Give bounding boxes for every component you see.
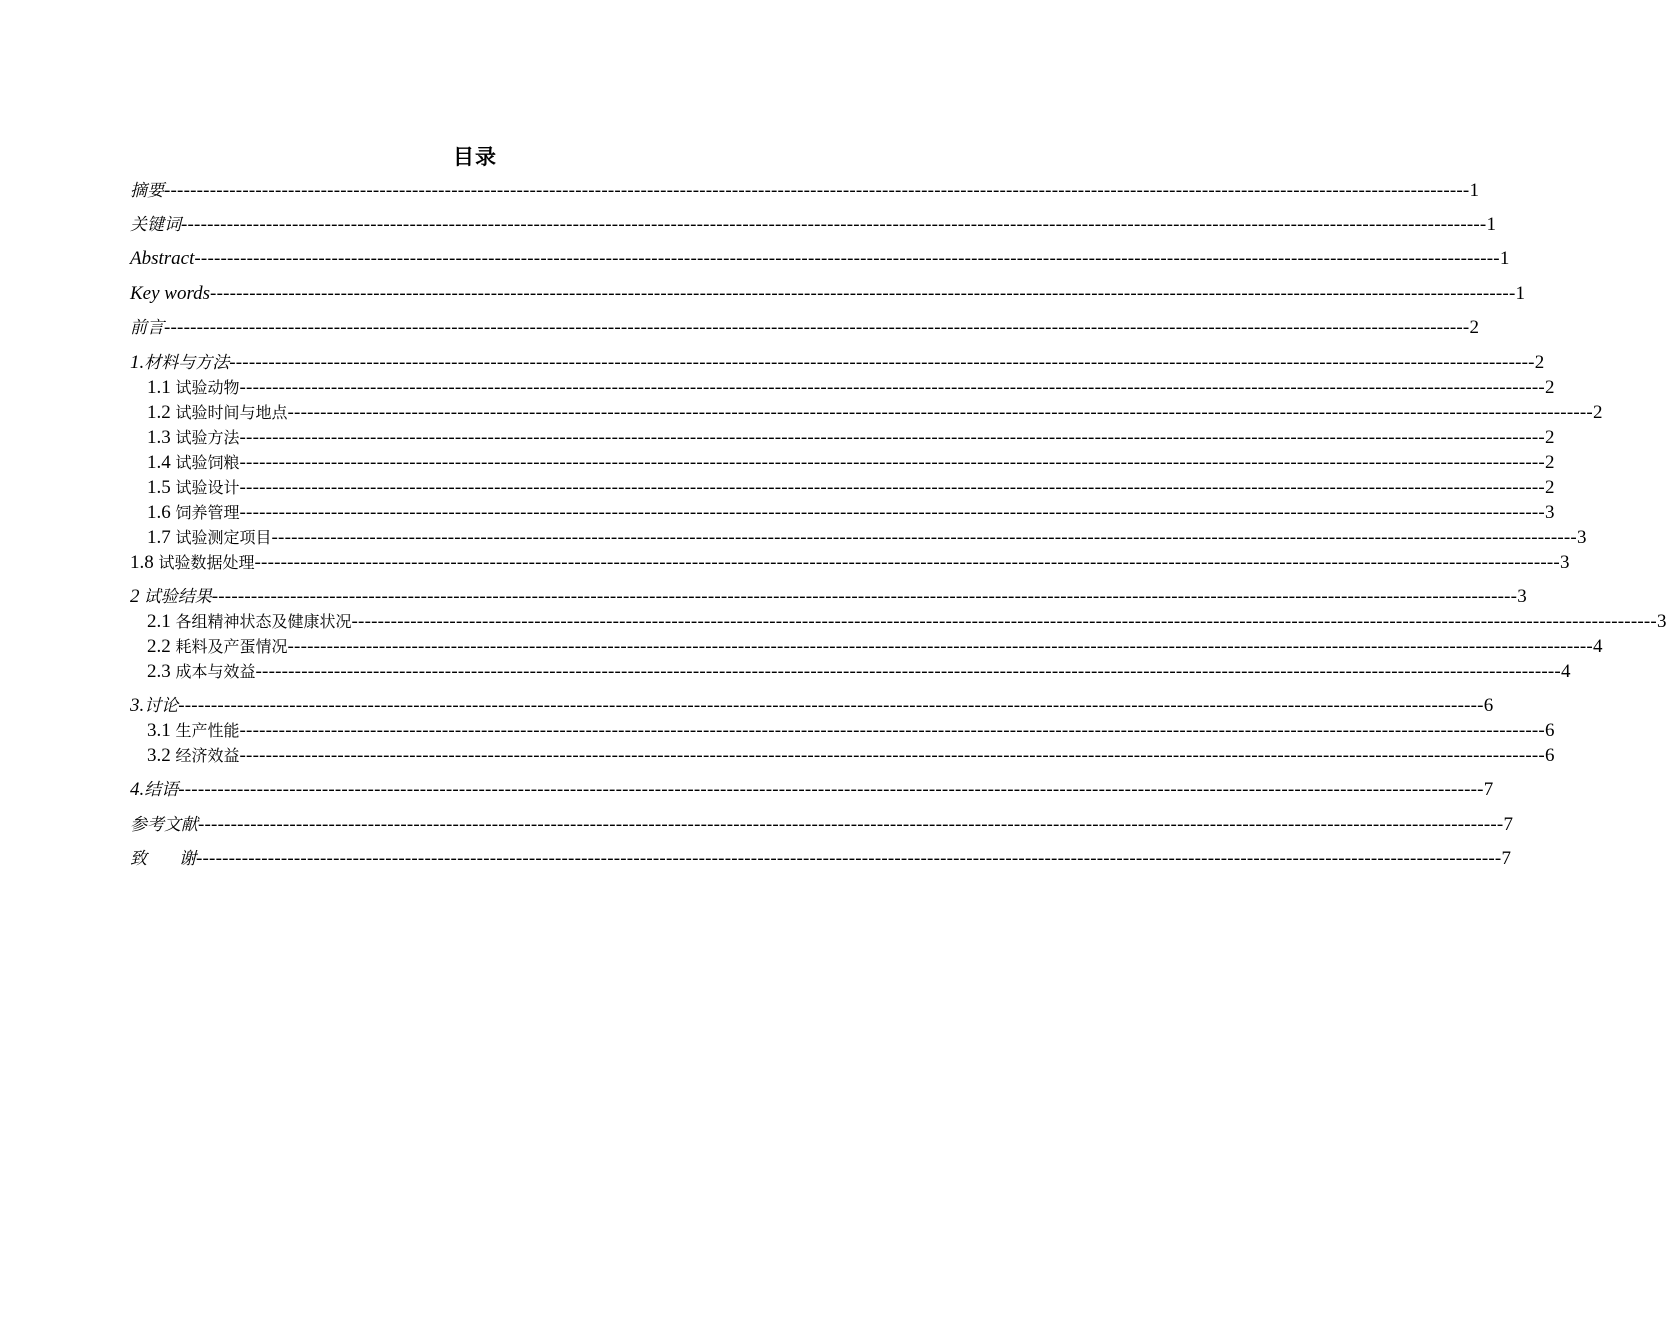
toc-entry-label: 2.3 成本与效益 <box>147 661 256 682</box>
toc-entry-label: 2.1 各组精神状态及健康状况 <box>147 611 352 632</box>
toc-page-number: 2 <box>1544 427 1555 448</box>
toc-leader-dots: -------------------------------------------------------------------------------------------------------------------------------------------------------------------------------------------------------- <box>229 352 1535 373</box>
toc-page-number: 6 <box>1483 695 1494 716</box>
toc-page-number: 1 <box>1515 283 1525 304</box>
toc-entry-acknowledgements[interactable] <box>130 847 1511 871</box>
toc-leader-dots: -------------------------------------------------------------------------------------------------------------------------------------------------------------------------------------------------------- <box>271 527 1577 548</box>
toc-entry-section-1-8[interactable] <box>130 551 1570 576</box>
toc-entry-label: 摘要 <box>130 181 164 200</box>
toc-page-number: 2 <box>1534 352 1545 373</box>
toc-leader-dots: -------------------------------------------------------------------------------------------------------------------------------------------------------------------------------------------------------- <box>254 552 1560 573</box>
toc-entry-keywords-en[interactable] <box>130 282 1525 306</box>
toc-entry-section-1-3[interactable] <box>147 426 1555 451</box>
toc-entry-section-2-2[interactable] <box>147 635 1603 660</box>
toc-page-number: 2 <box>1592 402 1603 423</box>
toc-entry-section-2[interactable] <box>130 585 1527 609</box>
toc-leader-dots: -------------------------------------------------------------------------------------------------------------------------------------------------------------------------------------------------------- <box>164 180 1470 201</box>
toc-page-number: 2 <box>1544 377 1555 398</box>
toc-entry-label: 致 谢 <box>130 849 196 868</box>
toc-entry-references[interactable] <box>130 813 1513 837</box>
toc-page-number: 3 <box>1559 552 1570 573</box>
toc-entry-label: 1.8 试验数据处理 <box>130 552 255 573</box>
toc-leader-dots: -------------------------------------------------------------------------------------------------------------------------------------------------------------------------------------------------------- <box>239 720 1545 741</box>
toc-entry-section-3-2[interactable] <box>147 744 1555 769</box>
toc-entry-abstract-cn[interactable] <box>130 179 1479 203</box>
toc-leader-dots: -------------------------------------------------------------------------------------------------------------------------------------------------------------------------------------------------------- <box>211 586 1518 607</box>
toc-entry-label: 1.2 试验时间与地点 <box>147 402 288 423</box>
toc-entry-label: 3.讨论 <box>130 695 179 716</box>
toc-entry-section-1-6[interactable] <box>147 501 1555 526</box>
toc-leader-dots: -------------------------------------------------------------------------------------------------------------------------------------------------------------------------------------------------------- <box>255 661 1561 682</box>
toc-page-number: 3 <box>1517 586 1527 607</box>
toc-entry-section-1-5[interactable] <box>147 476 1555 501</box>
toc-leader-dots: -------------------------------------------------------------------------------------------------------------------------------------------------------------------------------------------------------- <box>239 745 1545 766</box>
toc-entry-label: 2 试验结果 <box>130 586 212 607</box>
toc-page-number: 2 <box>1544 452 1555 473</box>
toc-entry-preface[interactable] <box>130 316 1479 340</box>
toc-page-number: 4 <box>1560 661 1571 682</box>
toc-entry-section-1-2[interactable] <box>147 401 1603 426</box>
toc-page-number: 7 <box>1483 779 1494 800</box>
toc-entry-section-3-1[interactable] <box>147 719 1555 744</box>
toc-entry-label: 3.2 经济效益 <box>147 745 240 766</box>
toc-entry-label: 1.4 试验饲粮 <box>147 452 240 473</box>
toc-leader-dots: -------------------------------------------------------------------------------------------------------------------------------------------------------------------------------------------------------- <box>178 779 1484 800</box>
toc-page-number: 4 <box>1592 636 1603 657</box>
toc-page-number: 2 <box>1469 317 1479 338</box>
toc-page-number: 2 <box>1544 477 1555 498</box>
toc-entry-label: 1.3 试验方法 <box>147 427 240 448</box>
toc-leader-dots: -------------------------------------------------------------------------------------------------------------------------------------------------------------------------------------------------------- <box>287 402 1593 423</box>
toc-leader-dots: -------------------------------------------------------------------------------------------------------------------------------------------------------------------------------------------------------- <box>239 377 1545 398</box>
toc-page-number: 3 <box>1656 611 1666 632</box>
toc-leader-dots: -------------------------------------------------------------------------------------------------------------------------------------------------------------------------------------------------------- <box>181 214 1487 235</box>
toc-entry-label: 4.结语 <box>130 779 179 800</box>
toc-entry-section-1-1[interactable] <box>147 376 1555 401</box>
toc-entry-abstract-en[interactable] <box>130 247 1510 271</box>
toc-leader-dots: -------------------------------------------------------------------------------------------------------------------------------------------------------------------------------------------------------- <box>239 502 1545 523</box>
toc-entry-label: 3.1 生产性能 <box>147 720 240 741</box>
toc-entry-label: 1.1 试验动物 <box>147 377 240 398</box>
toc-entry-section-4[interactable] <box>130 778 1494 802</box>
toc-entry-section-2-3[interactable] <box>147 660 1571 685</box>
toc-leader-dots: -------------------------------------------------------------------------------------------------------------------------------------------------------------------------------------------------------- <box>239 427 1545 448</box>
toc-entry-label: 前言 <box>130 318 164 337</box>
toc-entry-label: 1.7 试验测定项目 <box>147 527 272 548</box>
toc-page-number: 6 <box>1544 745 1555 766</box>
toc-entry-label: Abstract <box>130 248 195 269</box>
toc-entry-section-1-7[interactable] <box>147 526 1587 551</box>
toc-entry-label: Key words <box>130 283 211 304</box>
toc-page-number: 1 <box>1469 180 1479 201</box>
toc-entry-section-2-1[interactable] <box>147 610 1666 635</box>
toc-page-number: 7 <box>1503 814 1513 835</box>
toc-entry-section-1-4[interactable] <box>147 451 1555 476</box>
toc-leader-dots: -------------------------------------------------------------------------------------------------------------------------------------------------------------------------------------------------------- <box>287 636 1593 657</box>
toc-entry-label: 2.2 耗料及产蛋情况 <box>147 636 288 657</box>
toc-leader-dots: -------------------------------------------------------------------------------------------------------------------------------------------------------------------------------------------------------- <box>198 814 1504 835</box>
toc-entry-label: 关键词 <box>130 215 181 234</box>
toc-entry-section-3[interactable] <box>130 694 1494 718</box>
toc-page-number: 3 <box>1576 527 1587 548</box>
toc-leader-dots: -------------------------------------------------------------------------------------------------------------------------------------------------------------------------------------------------------- <box>239 452 1545 473</box>
toc-entry-label: 1.材料与方法 <box>130 352 230 373</box>
toc-page-number: 7 <box>1501 848 1511 869</box>
toc-leader-dots: -------------------------------------------------------------------------------------------------------------------------------------------------------------------------------------------------------- <box>210 283 1516 304</box>
toc-entry-keywords-cn[interactable] <box>130 213 1496 237</box>
toc-page-number: 3 <box>1544 502 1555 523</box>
toc-page-number: 1 <box>1499 248 1510 269</box>
toc-leader-dots: -------------------------------------------------------------------------------------------------------------------------------------------------------------------------------------------------------- <box>194 248 1500 269</box>
toc-title: 目录 <box>453 145 497 169</box>
toc-leader-dots: -------------------------------------------------------------------------------------------------------------------------------------------------------------------------------------------------------- <box>196 848 1502 869</box>
toc-entry-label: 1.6 饲养管理 <box>147 502 240 523</box>
toc-leader-dots: -------------------------------------------------------------------------------------------------------------------------------------------------------------------------------------------------------- <box>239 477 1545 498</box>
toc-leader-dots: -------------------------------------------------------------------------------------------------------------------------------------------------------------------------------------------------------- <box>164 317 1470 338</box>
toc-leader-dots: -------------------------------------------------------------------------------------------------------------------------------------------------------------------------------------------------------- <box>351 611 1657 632</box>
toc-page-number: 1 <box>1486 214 1496 235</box>
toc-entry-label: 1.5 试验设计 <box>147 477 240 498</box>
toc-entry-label: 参考文献 <box>130 815 198 834</box>
toc-page-number: 6 <box>1544 720 1555 741</box>
toc-leader-dots: -------------------------------------------------------------------------------------------------------------------------------------------------------------------------------------------------------- <box>178 695 1484 716</box>
toc-entry-section-1[interactable] <box>130 351 1545 375</box>
